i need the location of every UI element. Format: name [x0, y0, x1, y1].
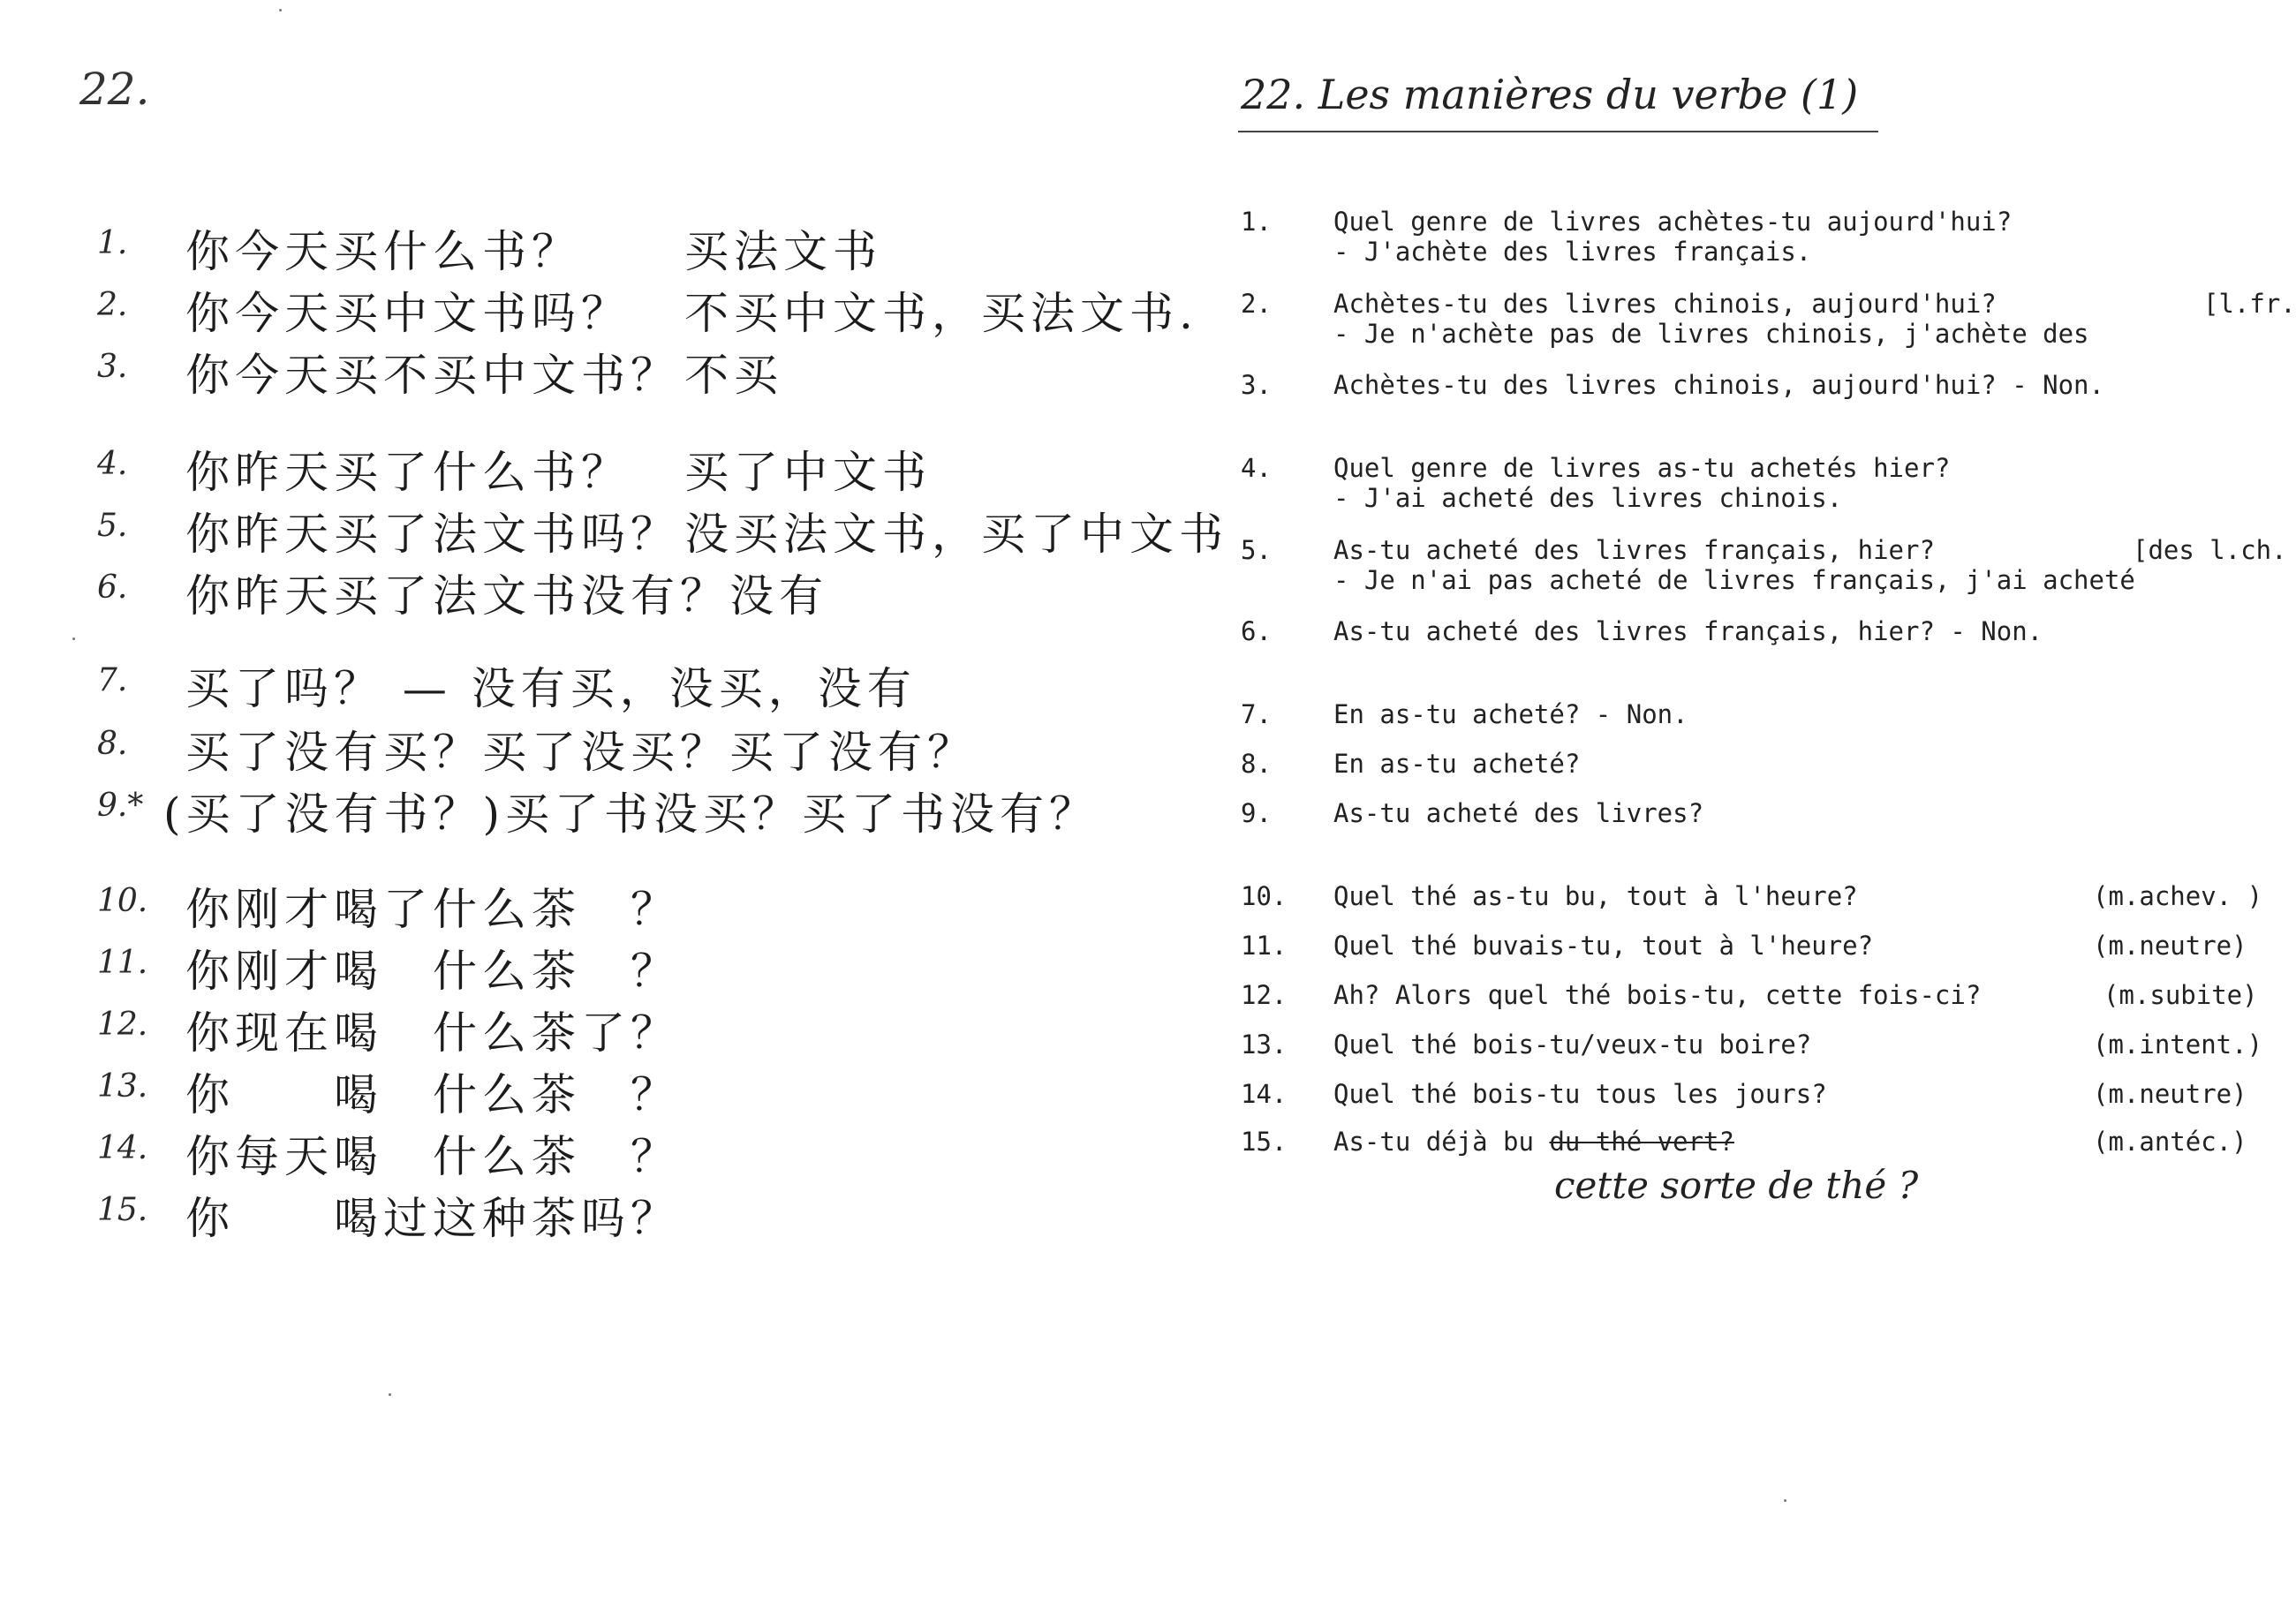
mode-tag: (m.neutre) [2093, 1079, 2247, 1109]
page-title: 22. Les manières du verbe (1) [1241, 71, 1859, 118]
french-text: En as-tu acheté? [1333, 749, 1581, 779]
list-item [97, 278, 1198, 340]
list-item [97, 561, 1183, 622]
item-number: 8. [1241, 749, 1272, 779]
item-number: 5. [97, 508, 128, 544]
chinese-question: 你今天买不买中文书？ [185, 350, 680, 401]
chinese-question: 买了吗？ — 没有买，没买，没有 [185, 663, 917, 714]
list-item [97, 1183, 1183, 1245]
french-text: Quel thé as-tu bu, tout à l'heure? [1333, 881, 1858, 911]
title-underline [1238, 131, 1878, 132]
french-text: Achètes-tu des livres chinois, aujourd'hui? - Je n'achète pas de livres chinois, j'achète des [1333, 289, 2089, 349]
french-text-kept: As-tu déjà bu [1333, 1127, 1534, 1157]
item-number: 12. [1241, 980, 1288, 1010]
french-text: Quel thé bois-tu/veux-tu boire? [1333, 1030, 1812, 1060]
french-text: Quel thé bois-tu tous les jours? [1333, 1079, 1827, 1109]
mode-tag: (m.neutre) [2093, 931, 2247, 961]
item-number: 3. [1241, 370, 1272, 400]
list-item [97, 717, 1183, 779]
item-number: 11. [1241, 931, 1288, 961]
margin-note: [des l.ch. [2133, 535, 2287, 565]
chinese-question: 你昨天买了法文书吗？ [185, 509, 680, 560]
item-number: 15. [1241, 1127, 1288, 1157]
list-item [97, 340, 1183, 402]
item-number: 6. [97, 569, 128, 606]
handwritten-correction: cette sorte de thé ? [1554, 1164, 1919, 1207]
item-number: 15. [97, 1192, 148, 1228]
item-number: 1. [1241, 207, 1272, 237]
item-number: 2. [1241, 289, 1272, 319]
chinese-answer: 买了中文书 [684, 447, 932, 498]
list-item [97, 998, 1183, 1060]
item-number: 9. [1241, 798, 1272, 828]
chinese-question: 你 喝 什么茶 ？ [185, 1069, 680, 1120]
item-number: 14. [97, 1130, 148, 1166]
item-number: 2. [97, 287, 128, 323]
item-number: 7. [1241, 699, 1272, 729]
item-number: 1. [97, 225, 128, 261]
french-text [1333, 1127, 1734, 1157]
item-number: 4. [97, 446, 128, 482]
list-item [97, 499, 1228, 561]
item-number: 9.* [97, 788, 144, 824]
chinese-question: 你今天买中文书吗？ [185, 288, 631, 339]
item-number: 11. [97, 945, 148, 981]
item-number: 13. [1241, 1030, 1288, 1060]
item-number: 13. [97, 1068, 148, 1105]
french-text: Ah? Alors quel thé bois-tu, cette fois-ci? [1333, 980, 1982, 1010]
item-number: 10. [1241, 881, 1288, 911]
item-number: 7. [97, 662, 128, 698]
list-item [97, 437, 1183, 499]
french-text: Quel thé buvais-tu, tout à l'heure? [1333, 931, 1874, 961]
chinese-question: 你刚才喝了什么茶 ？ [185, 884, 680, 935]
chinese-question: 买了没有买？买了没买？买了没有？ [185, 727, 977, 778]
chinese-answer: 没买法文书，买了中文书 [684, 509, 1228, 560]
list-item [97, 1060, 1183, 1121]
item-number: 3. [97, 349, 128, 385]
chinese-question: 你现在喝 什么茶了？ [185, 1007, 680, 1059]
scan-speck [1784, 1499, 1786, 1502]
chinese-question: 你昨天买了什么书？ [185, 447, 631, 498]
margin-note: [l.fr. [2203, 289, 2296, 319]
french-text: As-tu acheté des livres? [1333, 798, 1704, 828]
list-item [97, 936, 1183, 998]
french-text: As-tu acheté des livres français, hier? - Je n'ai pas acheté de livres français, j'ai acheté [1333, 535, 2135, 595]
chinese-answer: 不买 [684, 350, 783, 401]
item-number: 4. [1241, 453, 1272, 483]
mode-tag: (m.intent.) [2093, 1030, 2263, 1060]
french-text: Quel genre de livres achètes-tu aujourd'hui? - J'achète des livres français. [1333, 207, 2013, 267]
right-page [1201, 0, 2296, 1599]
item-number: 8. [97, 726, 128, 762]
chinese-answer: 不买中文书，买法文书. [684, 288, 1198, 339]
chinese-question: 你刚才喝 什么茶 ？ [185, 946, 680, 997]
chinese-question: 你今天买什么书？ [185, 226, 581, 277]
french-text: En as-tu acheté? - Non. [1333, 699, 1688, 729]
scan-speck [389, 1393, 391, 1396]
item-number: 5. [1241, 535, 1272, 565]
french-text: Achètes-tu des livres chinois, aujourd'hui? - Non. [1333, 370, 2104, 400]
list-item [97, 216, 1183, 278]
mode-tag: (m.antéc.) [2093, 1127, 2247, 1157]
chinese-answer: 买法文书 [684, 226, 882, 277]
chinese-question: 你每天喝 什么茶 ？ [185, 1131, 680, 1182]
list-item [97, 874, 1183, 936]
list-item [97, 779, 1183, 841]
mode-tag: (m.subite) [2103, 980, 2258, 1010]
chinese-question: 你 喝过这种茶吗？ [185, 1193, 680, 1244]
struck-text: du thé vert? [1549, 1127, 1734, 1157]
french-text: Quel genre de livres as-tu achetés hier? - J'ai acheté des livres chinois. [1333, 453, 1951, 513]
page-number-left: 22. [79, 64, 150, 115]
scan-speck [279, 9, 282, 11]
list-item [97, 1121, 1183, 1183]
item-number: 12. [97, 1007, 148, 1043]
mode-tag: (m.achev. ) [2093, 881, 2263, 911]
item-number: 14. [1241, 1079, 1288, 1109]
chinese-question: (买了没有书？)买了书没买？买了书没有？ [163, 788, 1099, 840]
list-item [97, 653, 1183, 715]
french-text: As-tu acheté des livres français, hier? - Non. [1333, 616, 2043, 646]
chinese-question: 你昨天买了法文书没有？没有 [185, 570, 828, 622]
item-number: 6. [1241, 616, 1272, 646]
scan-speck [72, 637, 75, 640]
item-number: 10. [97, 883, 148, 919]
